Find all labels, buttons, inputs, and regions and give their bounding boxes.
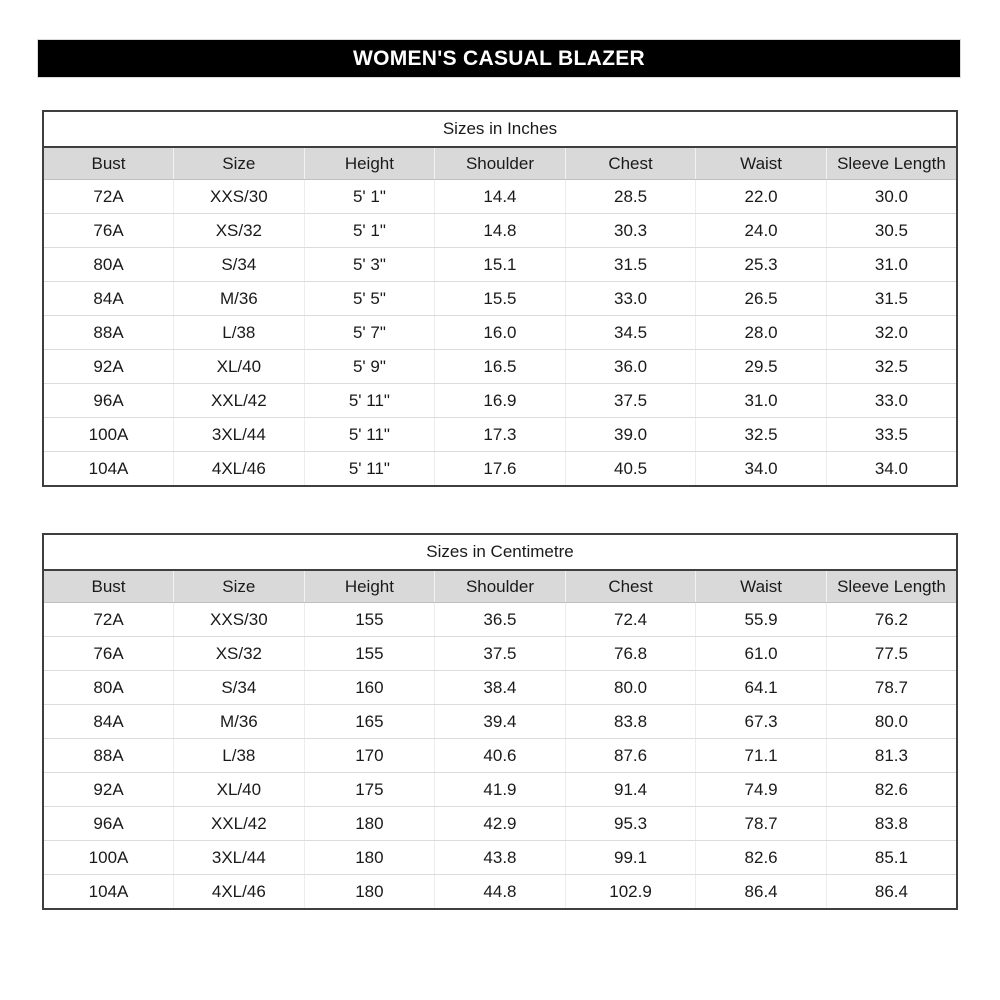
- table-cell: S/34: [174, 248, 305, 282]
- table-cell: XL/40: [174, 773, 305, 807]
- table-cell: 28.5: [565, 180, 696, 214]
- table-row: [43, 603, 957, 637]
- table-cell: 3XL/44: [174, 841, 305, 875]
- table-row: [43, 705, 957, 739]
- table-cell: 39.0: [565, 418, 696, 452]
- table-cell: 180: [304, 841, 435, 875]
- table-cell: 55.9: [696, 603, 827, 637]
- table-cell: 92A: [43, 773, 174, 807]
- column-header: Waist: [696, 147, 827, 180]
- table-cell: 5' 1": [304, 180, 435, 214]
- table-body: [43, 180, 957, 487]
- column-header: Height: [304, 570, 435, 603]
- table-cell: 96A: [43, 384, 174, 418]
- table-cell: 36.0: [565, 350, 696, 384]
- table-cell: 33.5: [826, 418, 957, 452]
- table-row: [43, 452, 957, 487]
- table-caption: Sizes in Centimetre: [43, 534, 957, 570]
- table-cell: 24.0: [696, 214, 827, 248]
- product-title-banner: [38, 40, 960, 77]
- table-cell: 33.0: [565, 282, 696, 316]
- table-cell: 76A: [43, 214, 174, 248]
- table-cell: 155: [304, 637, 435, 671]
- table-cell: 95.3: [565, 807, 696, 841]
- table-cell: 72A: [43, 603, 174, 637]
- table-cell: 102.9: [565, 875, 696, 910]
- table-row: [43, 384, 957, 418]
- table-cell: 87.6: [565, 739, 696, 773]
- table-cell: 104A: [43, 452, 174, 487]
- table-cell: XXL/42: [174, 807, 305, 841]
- table-cell: 30.0: [826, 180, 957, 214]
- sizes-in-centimetre-table: [42, 533, 958, 910]
- table-cell: 17.3: [435, 418, 566, 452]
- table-cell: 71.1: [696, 739, 827, 773]
- table-cell: 80A: [43, 248, 174, 282]
- table-cell: 88A: [43, 316, 174, 350]
- table-cell: 34.5: [565, 316, 696, 350]
- table-cell: 5' 9": [304, 350, 435, 384]
- table-row: [43, 180, 957, 214]
- table-cell: 40.5: [565, 452, 696, 487]
- sizes-in-inches-table: [42, 110, 958, 487]
- column-header: Size: [174, 147, 305, 180]
- table-row: [43, 350, 957, 384]
- table-cell: 14.8: [435, 214, 566, 248]
- table-cell: 67.3: [696, 705, 827, 739]
- table-cell: 80A: [43, 671, 174, 705]
- table-cell: 33.0: [826, 384, 957, 418]
- table-cell: XS/32: [174, 214, 305, 248]
- table-cell: 80.0: [826, 705, 957, 739]
- table-cell: 31.5: [826, 282, 957, 316]
- table-cell: L/38: [174, 316, 305, 350]
- table-cell: 25.3: [696, 248, 827, 282]
- table-cell: 104A: [43, 875, 174, 910]
- table-cell: 14.4: [435, 180, 566, 214]
- table-cell: 165: [304, 705, 435, 739]
- table-cell: 5' 3": [304, 248, 435, 282]
- table-cell: 32.0: [826, 316, 957, 350]
- table-cell: 155: [304, 603, 435, 637]
- table-cell: XXL/42: [174, 384, 305, 418]
- table-cell: 100A: [43, 418, 174, 452]
- sizes-in-inches-table-container: [42, 110, 958, 487]
- table-row: [43, 671, 957, 705]
- table-cell: 43.8: [435, 841, 566, 875]
- table-cell: 72.4: [565, 603, 696, 637]
- table-cell: XL/40: [174, 350, 305, 384]
- table-cell: 84A: [43, 705, 174, 739]
- table-cell: 82.6: [696, 841, 827, 875]
- table-cell: 180: [304, 875, 435, 910]
- column-header: Bust: [43, 570, 174, 603]
- table-cell: 16.9: [435, 384, 566, 418]
- product-title: WOMEN'S CASUAL BLAZER: [352, 46, 646, 70]
- table-cell: 36.5: [435, 603, 566, 637]
- table-cell: 83.8: [826, 807, 957, 841]
- table-cell: 61.0: [696, 637, 827, 671]
- table-row: [43, 739, 957, 773]
- table-cell: 15.5: [435, 282, 566, 316]
- table-cell: 41.9: [435, 773, 566, 807]
- table-row: [43, 841, 957, 875]
- table-cell: 22.0: [696, 180, 827, 214]
- table-cell: 96A: [43, 807, 174, 841]
- table-cell: 42.9: [435, 807, 566, 841]
- table-cell: 3XL/44: [174, 418, 305, 452]
- table-cell: 86.4: [696, 875, 827, 910]
- table-cell: 175: [304, 773, 435, 807]
- table-cell: 76.2: [826, 603, 957, 637]
- table-cell: 5' 1": [304, 214, 435, 248]
- table-cell: 82.6: [826, 773, 957, 807]
- table-cell: 83.8: [565, 705, 696, 739]
- table-row: [43, 248, 957, 282]
- table-cell: 28.0: [696, 316, 827, 350]
- table-cell: 37.5: [565, 384, 696, 418]
- table-cell: 31.0: [826, 248, 957, 282]
- column-header: Chest: [565, 147, 696, 180]
- table-cell: 81.3: [826, 739, 957, 773]
- table-cell: 77.5: [826, 637, 957, 671]
- table-cell: 5' 11": [304, 384, 435, 418]
- table-cell: 84A: [43, 282, 174, 316]
- column-header: Size: [174, 570, 305, 603]
- table-cell: L/38: [174, 739, 305, 773]
- table-row: [43, 807, 957, 841]
- table-cell: 31.0: [696, 384, 827, 418]
- table-cell: 17.6: [435, 452, 566, 487]
- table-cell: M/36: [174, 282, 305, 316]
- table-cell: 5' 11": [304, 418, 435, 452]
- table-caption-row: [43, 111, 957, 147]
- table-row: [43, 282, 957, 316]
- table-cell: 44.8: [435, 875, 566, 910]
- table-cell: 80.0: [565, 671, 696, 705]
- table-cell: 40.6: [435, 739, 566, 773]
- table-cell: 85.1: [826, 841, 957, 875]
- table-cell: 4XL/46: [174, 875, 305, 910]
- table-cell: 32.5: [696, 418, 827, 452]
- table-cell: 30.3: [565, 214, 696, 248]
- column-header-row: [43, 147, 957, 180]
- column-header: Sleeve Length: [826, 570, 957, 603]
- column-header: Bust: [43, 147, 174, 180]
- table-cell: 16.0: [435, 316, 566, 350]
- table-caption: Sizes in Inches: [43, 111, 957, 147]
- table-cell: 38.4: [435, 671, 566, 705]
- sizes-in-centimetre-table-container: [42, 533, 958, 910]
- table-cell: 16.5: [435, 350, 566, 384]
- table-cell: 99.1: [565, 841, 696, 875]
- table-cell: 86.4: [826, 875, 957, 910]
- table-cell: 5' 11": [304, 452, 435, 487]
- table-cell: 37.5: [435, 637, 566, 671]
- table-row: [43, 637, 957, 671]
- table-cell: 180: [304, 807, 435, 841]
- table-row: [43, 214, 957, 248]
- table-cell: 100A: [43, 841, 174, 875]
- table-row: [43, 418, 957, 452]
- table-cell: 74.9: [696, 773, 827, 807]
- table-cell: 31.5: [565, 248, 696, 282]
- table-cell: 92A: [43, 350, 174, 384]
- table-cell: XXS/30: [174, 180, 305, 214]
- column-header: Shoulder: [435, 147, 566, 180]
- table-cell: 4XL/46: [174, 452, 305, 487]
- table-cell: 29.5: [696, 350, 827, 384]
- table-cell: 5' 5": [304, 282, 435, 316]
- table-cell: S/34: [174, 671, 305, 705]
- table-cell: 32.5: [826, 350, 957, 384]
- table-cell: M/36: [174, 705, 305, 739]
- table-caption-row: [43, 534, 957, 570]
- table-cell: 72A: [43, 180, 174, 214]
- column-header: Shoulder: [435, 570, 566, 603]
- table-cell: 30.5: [826, 214, 957, 248]
- table-cell: 88A: [43, 739, 174, 773]
- table-cell: XXS/30: [174, 603, 305, 637]
- table-cell: 34.0: [826, 452, 957, 487]
- table-cell: 78.7: [826, 671, 957, 705]
- table-row: [43, 875, 957, 910]
- table-cell: 76.8: [565, 637, 696, 671]
- table-cell: 170: [304, 739, 435, 773]
- table-cell: 64.1: [696, 671, 827, 705]
- table-cell: 78.7: [696, 807, 827, 841]
- table-row: [43, 773, 957, 807]
- table-cell: 39.4: [435, 705, 566, 739]
- table-cell: 34.0: [696, 452, 827, 487]
- table-row: [43, 316, 957, 350]
- column-header: Chest: [565, 570, 696, 603]
- table-cell: 91.4: [565, 773, 696, 807]
- column-header: Waist: [696, 570, 827, 603]
- column-header-row: [43, 570, 957, 603]
- table-body: [43, 603, 957, 910]
- table-cell: 15.1: [435, 248, 566, 282]
- column-header: Height: [304, 147, 435, 180]
- table-cell: 160: [304, 671, 435, 705]
- table-cell: 76A: [43, 637, 174, 671]
- table-cell: 26.5: [696, 282, 827, 316]
- table-cell: 5' 7": [304, 316, 435, 350]
- column-header: Sleeve Length: [826, 147, 957, 180]
- table-cell: XS/32: [174, 637, 305, 671]
